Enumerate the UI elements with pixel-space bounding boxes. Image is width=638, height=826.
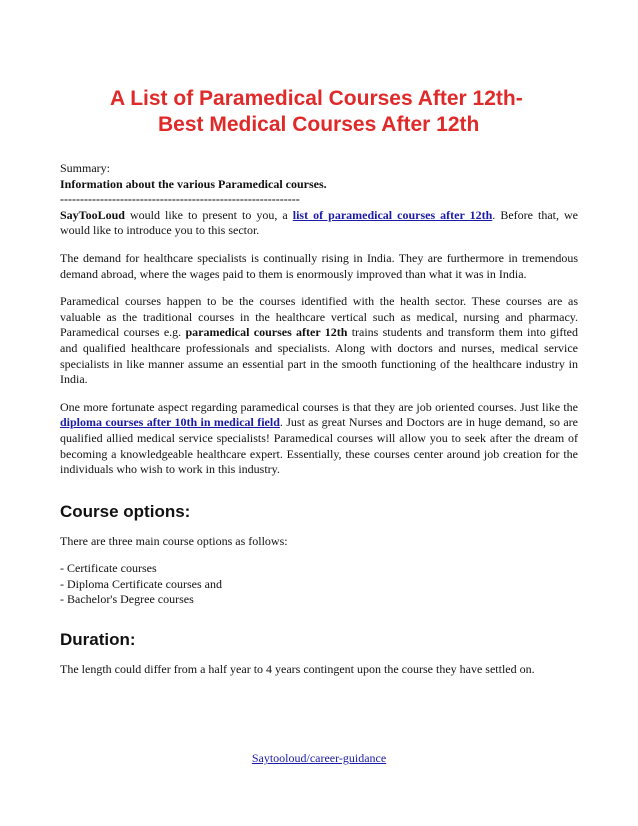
page-title [60, 86, 578, 138]
intro-text-before: would like to present to you, a [124, 207, 293, 222]
job-text-before: One more fortunate aspect regarding paramedical courses is that they are job oriented courses. Just like the [60, 399, 578, 414]
courses-text-before: Paramedical courses happen to be the courses identified with the health sector. These courses are as valuable as the traditional courses in the healthcare vertical such as medical, nursing and pharmacy. Paramedical courses e.g. [60, 294, 578, 340]
summary-divider: ------------------------------------------------------------ [60, 192, 300, 207]
title-line-2: Best Medical Courses After 12th [158, 113, 480, 136]
brand-name: SayTooLoud [60, 207, 125, 222]
paramedical-courses-link[interactable]: list of paramedical courses after 12th [292, 207, 493, 222]
intro-text-after: . Before that, we would like to introduce you to this sector. [60, 207, 578, 238]
job-text-after: . Just as great Nurses and Doctors are in huge demand, so are qualified allied medical service specialists! Paramedical courses will allow you to seek after the dream of becoming a knowledgeable healthcare expert. Essentially, these courses center around job creation for the individuals who wish to work in this industry. [60, 415, 578, 477]
job-oriented-paragraph [60, 400, 578, 478]
diploma-courses-link[interactable]: diploma courses after 10th in medical field [60, 415, 280, 430]
course-option-item: - Bachelor's Degree courses [60, 592, 194, 607]
intro-paragraph [60, 208, 578, 239]
demand-paragraph: The demand for healthcare specialists is continually rising in India. They are furthermore in tremendous demand abroad, where the wages paid to them is enormously improved than what it was in India. [60, 250, 578, 281]
course-options-heading: Course options: [60, 501, 191, 521]
courses-paragraph [60, 294, 578, 388]
duration-heading: Duration: [60, 630, 136, 650]
course-option-item: - Certificate courses [60, 561, 157, 576]
summary-info: Information about the various Paramedical courses. [60, 176, 327, 191]
summary-label: Summary: [60, 161, 110, 175]
course-options-intro: There are three main course options as follows: [60, 533, 288, 548]
courses-bold-phrase: paramedical courses after 12th [185, 325, 348, 340]
footer-link[interactable]: Saytooloud/career-guidance [251, 751, 387, 765]
courses-text-after: trains students and transform them into gifted and qualified healthcare professionals and specialists. Along with doctors and nurses, medical service specialists in like manner assume an essential part in the smooth functioning of the healthcare industry in India. [60, 325, 578, 387]
document-body [60, 161, 578, 678]
course-option-item: - Diploma Certificate courses and [60, 576, 222, 591]
footer [0, 751, 638, 766]
duration-text: The length could differ from a half year to 4 years contingent upon the course they have settled on. [60, 662, 535, 677]
title-line-1: A List of Paramedical Courses After 12th- [110, 87, 523, 110]
